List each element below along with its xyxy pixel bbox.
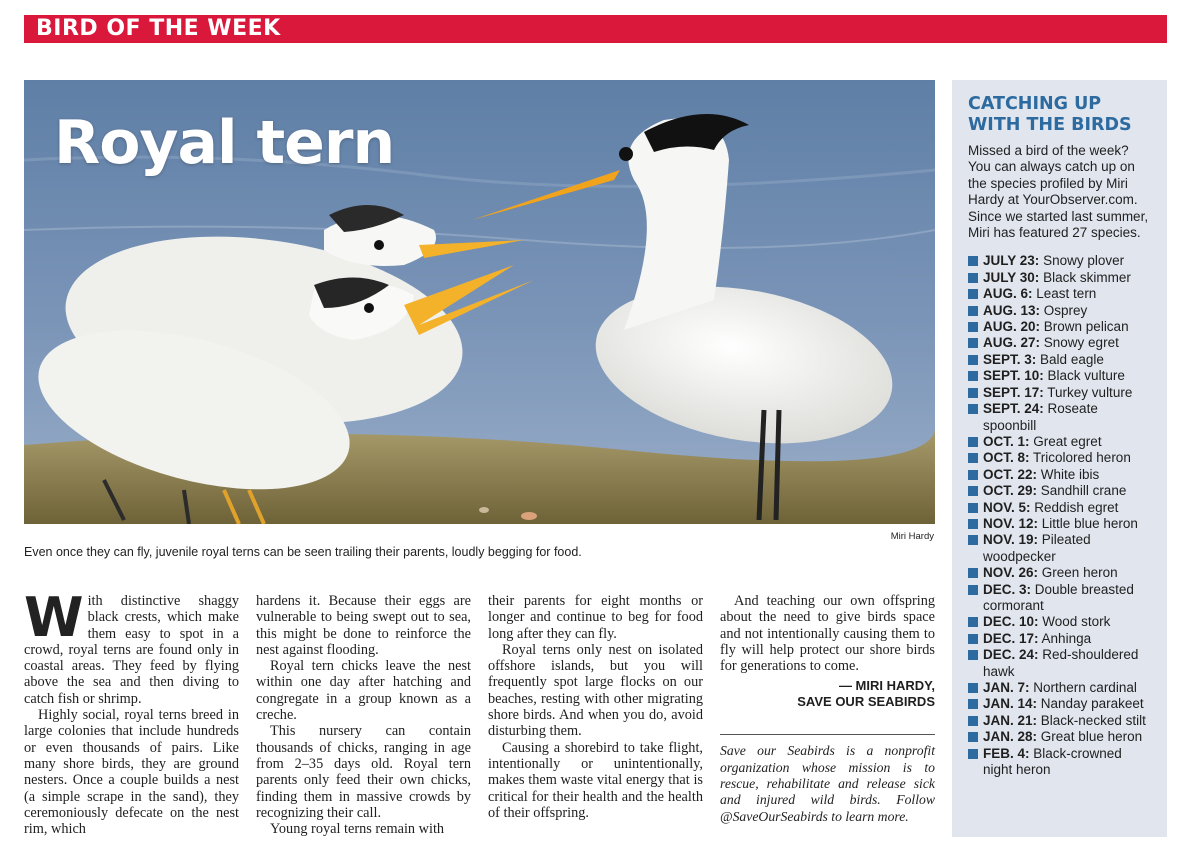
bird-list-item [968,467,1151,483]
bird-list-item [968,352,1151,368]
bird-date: SEPT. 24: [983,401,1044,417]
bird-name: Snowy plover [1043,253,1125,269]
bullet-square-icon [968,404,978,414]
bird-date: JAN. 14: [983,696,1038,712]
article-paragraph: And teaching our own offspring about the need to give birds space and not intentionally causing them to fly will help protect our shore birds for generations to come. [720,593,935,675]
article-paragraph: Highly social, royal terns breed in large colonies that include hundreds or even thousands of pairs. Like many shore birds, they are ground nesters. Once a couple builds a nest (a simple scrape in the sand), they ceremoniously defecate on the nest rim, which [24,707,239,838]
bullet-square-icon [968,617,978,627]
bullet-square-icon [968,355,978,365]
sidebar-catching-up [952,80,1167,837]
bird-list-item [968,270,1151,286]
bird-list-item [968,319,1151,335]
bird-name: Sandhill crane [1040,483,1127,499]
bird-date: JAN. 21: [983,712,1038,728]
bullet-square-icon [968,256,978,266]
bird-date: JAN. 28: [983,729,1038,745]
signature-name: — MIRI HARDY, [838,678,935,694]
bullet-square-icon [968,519,978,529]
bird-name: Anhinga [1041,630,1092,646]
bird-name: Northern cardinal [1033,680,1137,695]
bird-name: Nanday parakeet [1040,696,1144,712]
bullet-square-icon [968,273,978,283]
bird-list-item [968,286,1151,302]
bullet-square-icon [968,338,978,348]
bullet-square-icon [968,535,978,545]
bird-date: DEC. 24: [983,647,1039,663]
bird-name: Black-crowned night heron [983,745,1122,778]
bird-list-item [968,746,1151,779]
bird-date: JAN. 7: [983,680,1030,695]
article-paragraph: Young royal terns remain with [270,821,445,838]
bird-list-item [968,614,1151,630]
bird-date: OCT. 1: [983,433,1030,449]
bird-list-item [968,713,1151,729]
article-paragraph: Royal tern chicks leave the nest within one day after hatching and congregate in a group known as a creche. [256,658,471,724]
article-paragraph: their parents for eight months or longer and continue to beg for food long after they can fly. [488,593,703,642]
bird-list-item [968,335,1151,351]
bird-name: Roseate spoonbill [983,401,1098,433]
bullet-square-icon [968,568,978,578]
bird-list-item [968,483,1151,499]
bullet-square-icon [968,322,978,332]
bird-name: Snowy egret [1043,335,1119,351]
bird-date: AUG. 13: [983,302,1041,318]
bird-list-item [968,729,1151,745]
bird-name: Green heron [1041,565,1118,581]
divider [720,734,935,735]
paragraph-text: ith distinctive shaggy black crests, which make them easy to spot in a crowd, royal terns are found only in coastal areas. They feed by flying above the sea and then diving to catch fish or shrimp. [24,593,239,707]
bird-name: Great blue heron [1040,729,1143,745]
bird-list-item [968,680,1151,696]
section-banner-label: BIRD OF THE WEEK [36,16,281,41]
bird-name: Wood stork [1042,614,1111,630]
bird-name: Turkey vulture [1047,384,1133,400]
bird-name: Double breasted cormorant [983,581,1134,613]
bird-date: DEC. 10: [983,614,1039,630]
bird-list-item [968,647,1151,680]
bird-list [968,253,1151,778]
bird-name: Reddish egret [1034,499,1119,515]
bird-list-item [968,516,1151,532]
sidebar-title: CATCHING UP WITH THE BIRDS [968,94,1132,135]
sidebar-intro: Missed a bird of the week? You can always catch up on the species profiled by Miri Hardy at YourObserver.com. Since we started last summer, Miri has featured 27 species. [968,143,1149,241]
bird-name: Least tern [1036,286,1097,302]
bird-name: White ibis [1040,466,1100,482]
bird-name: Black-necked stilt [1040,712,1146,728]
bullet-square-icon [968,732,978,742]
bird-list-item [968,368,1151,384]
bullet-square-icon [968,683,978,693]
bird-list-item [968,565,1151,581]
bird-name: Osprey [1043,302,1088,318]
bullet-square-icon [968,650,978,660]
dropcap: W [24,586,84,649]
bird-date: NOV. 26: [983,565,1039,581]
bird-list-item [968,696,1151,712]
article-paragraph: hardens it. Because their eggs are vulnerable to being swept out to sea, this might be done to reinforce the nest against flooding. [256,593,471,658]
bird-date: JULY 30: [983,269,1040,285]
bird-name: Brown pelican [1043,319,1129,335]
bullet-square-icon [968,289,978,299]
bird-name: Bald eagle [1040,351,1104,367]
author-signature [720,678,935,710]
article-column-2 [256,593,471,837]
bird-date: OCT. 22: [983,466,1038,482]
bird-name: Black vulture [1047,368,1125,384]
bird-date: OCT. 8: [983,450,1030,466]
bullet-square-icon [968,486,978,496]
bird-date: AUG. 6: [983,286,1033,302]
bird-name: Red-shouldered hawk [983,647,1139,679]
bullet-square-icon [968,371,978,381]
organization-note: Save our Seabirds is a nonprofit organization whose mission is to rescue, rehabilitate and release sick and injured wild birds. Follow @SaveOurSeabirds to learn more. [720,743,935,824]
bird-date: NOV. 5: [983,499,1031,515]
section-banner [24,15,1167,43]
article-paragraph [24,586,239,707]
bullet-square-icon [968,306,978,316]
article-paragraph: This nursery can contain thousands of chicks, ranging in age from 2–35 days old. Royal tern parents only feed their own chicks, finding them in massive crowds by recognizing their call. [256,723,471,821]
bullet-square-icon [968,453,978,463]
bird-date: SEPT. 17: [983,384,1044,400]
bird-date: FEB. 4: [983,745,1030,761]
bird-list-item [968,385,1151,401]
article-paragraph: Causing a shorebird to take flight, intentionally or unintentionally, makes them waste vital energy that is critical for their health and the health of their offspring. [488,739,703,821]
bullet-square-icon [968,470,978,480]
article-column-4 [720,593,935,825]
bullet-square-icon [968,716,978,726]
bird-date: SEPT. 3: [983,351,1037,367]
bullet-square-icon [968,503,978,513]
bird-name: Little blue heron [1041,515,1138,531]
bird-list-item [968,434,1151,450]
bird-date: JULY 23: [983,253,1040,269]
bird-name: Black skimmer [1043,269,1131,285]
article-column-3 [488,593,703,821]
bird-date: SEPT. 10: [983,368,1044,384]
bullet-square-icon [968,585,978,595]
photo-credit: Miri Hardy [890,531,934,542]
signature-org: SAVE OUR SEABIRDS [797,694,935,710]
bird-name: Tricolored heron [1033,450,1131,466]
bullet-square-icon [968,749,978,759]
photo-caption: Even once they can fly, juvenile royal terns can be seen trailing their parents, loudly begging for food. [24,545,582,559]
bird-date: OCT. 29: [983,483,1038,499]
bullet-square-icon [968,634,978,644]
bird-list-item [968,500,1151,516]
article-column-1 [24,586,239,838]
bird-date: DEC. 3: [983,581,1032,597]
bird-date: DEC. 17: [983,630,1039,646]
bird-date: AUG. 27: [983,335,1041,351]
bullet-square-icon [968,437,978,447]
bird-list-item [968,303,1151,319]
feature-photo [24,80,935,524]
headline: Royal tern [54,108,395,178]
bird-list-item [968,253,1151,269]
bird-list-item [968,450,1151,466]
bullet-square-icon [968,388,978,398]
bird-list-item [968,401,1151,434]
bird-list-item [968,582,1151,615]
bird-name: Pileated woodpecker [983,532,1091,564]
bullet-square-icon [968,699,978,709]
bird-list-item [968,532,1151,565]
bird-date: AUG. 20: [983,319,1041,335]
bird-date: NOV. 12: [983,515,1039,531]
bird-name: Great egret [1033,433,1102,449]
article-paragraph: Royal terns only nest on isolated offshore islands, but you will frequently spot large flocks on our beaches, resting with other migrating shore birds. And when you do, avoid disturbing them. [488,641,703,740]
bird-date: NOV. 19: [983,532,1039,548]
bird-list-item [968,631,1151,647]
